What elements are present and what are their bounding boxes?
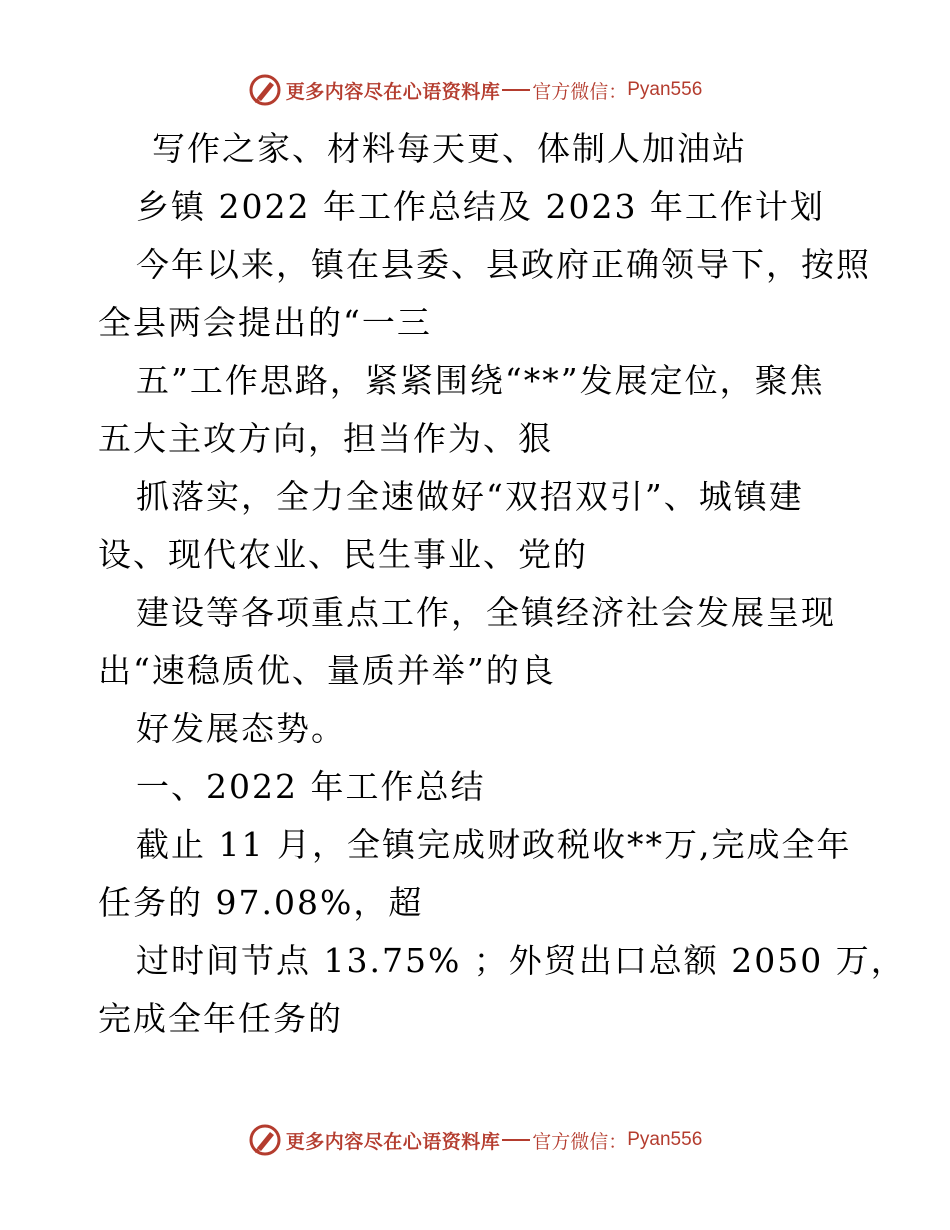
- watermark-brand: 更多内容尽在心语资料库: [285, 80, 501, 103]
- paragraph-line: 过时间节点 13.75% ；外贸出口总额 2050 万，: [136, 941, 906, 980]
- paragraph-line: 好发展态势。: [136, 709, 346, 748]
- watermark-dash: [502, 1139, 530, 1141]
- paragraph-line: 出“速稳质优、量质并举”的良: [98, 651, 556, 690]
- watermark-wechat-label: 官方微信：: [532, 1130, 628, 1153]
- watermark-wechat-label: 官方微信：: [532, 80, 628, 103]
- document-title: 乡镇 2022 年工作总结及 2023 年工作计划: [136, 187, 825, 226]
- paragraph-line: 五大主攻方向，担当作为、狠: [98, 419, 553, 458]
- paragraph-line: 今年以来，镇在县委、县政府正确领导下，按照: [136, 245, 871, 284]
- paragraph-line: 抓落实，全力全速做好“双招双引”、城镇建: [136, 477, 804, 516]
- paragraph-line: 全县两会提出的“一三: [98, 303, 432, 342]
- watermark-banner-bottom: [0, 1120, 950, 1160]
- paragraph-line: 五”工作思路，紧紧围绕“**”发展定位，聚焦: [136, 361, 825, 400]
- paragraph-line: 截止 11 月，全镇完成财政税收**万,完成全年: [136, 825, 852, 864]
- pen-logo-icon: [248, 73, 282, 107]
- watermark-wechat-id: Pyan556: [627, 1129, 703, 1150]
- pen-logo-icon: [248, 1123, 282, 1157]
- header-line: 写作之家、材料每天更、体制人加油站: [152, 129, 747, 168]
- paragraph-line: 任务的 97.08%，超: [98, 883, 424, 922]
- watermark-dash: [502, 89, 530, 91]
- document-body: [98, 120, 906, 1048]
- section-heading: 一、2022 年工作总结: [136, 767, 486, 806]
- paragraph-line: 建设等各项重点工作，全镇经济社会发展呈现: [136, 593, 836, 632]
- paragraph-line: 设、现代农业、民生事业、党的: [98, 535, 588, 574]
- watermark-wechat-id: Pyan556: [627, 79, 703, 100]
- watermark-banner-top: [0, 70, 950, 110]
- paragraph-line: 完成全年任务的: [98, 999, 343, 1038]
- watermark-brand: 更多内容尽在心语资料库: [285, 1130, 501, 1153]
